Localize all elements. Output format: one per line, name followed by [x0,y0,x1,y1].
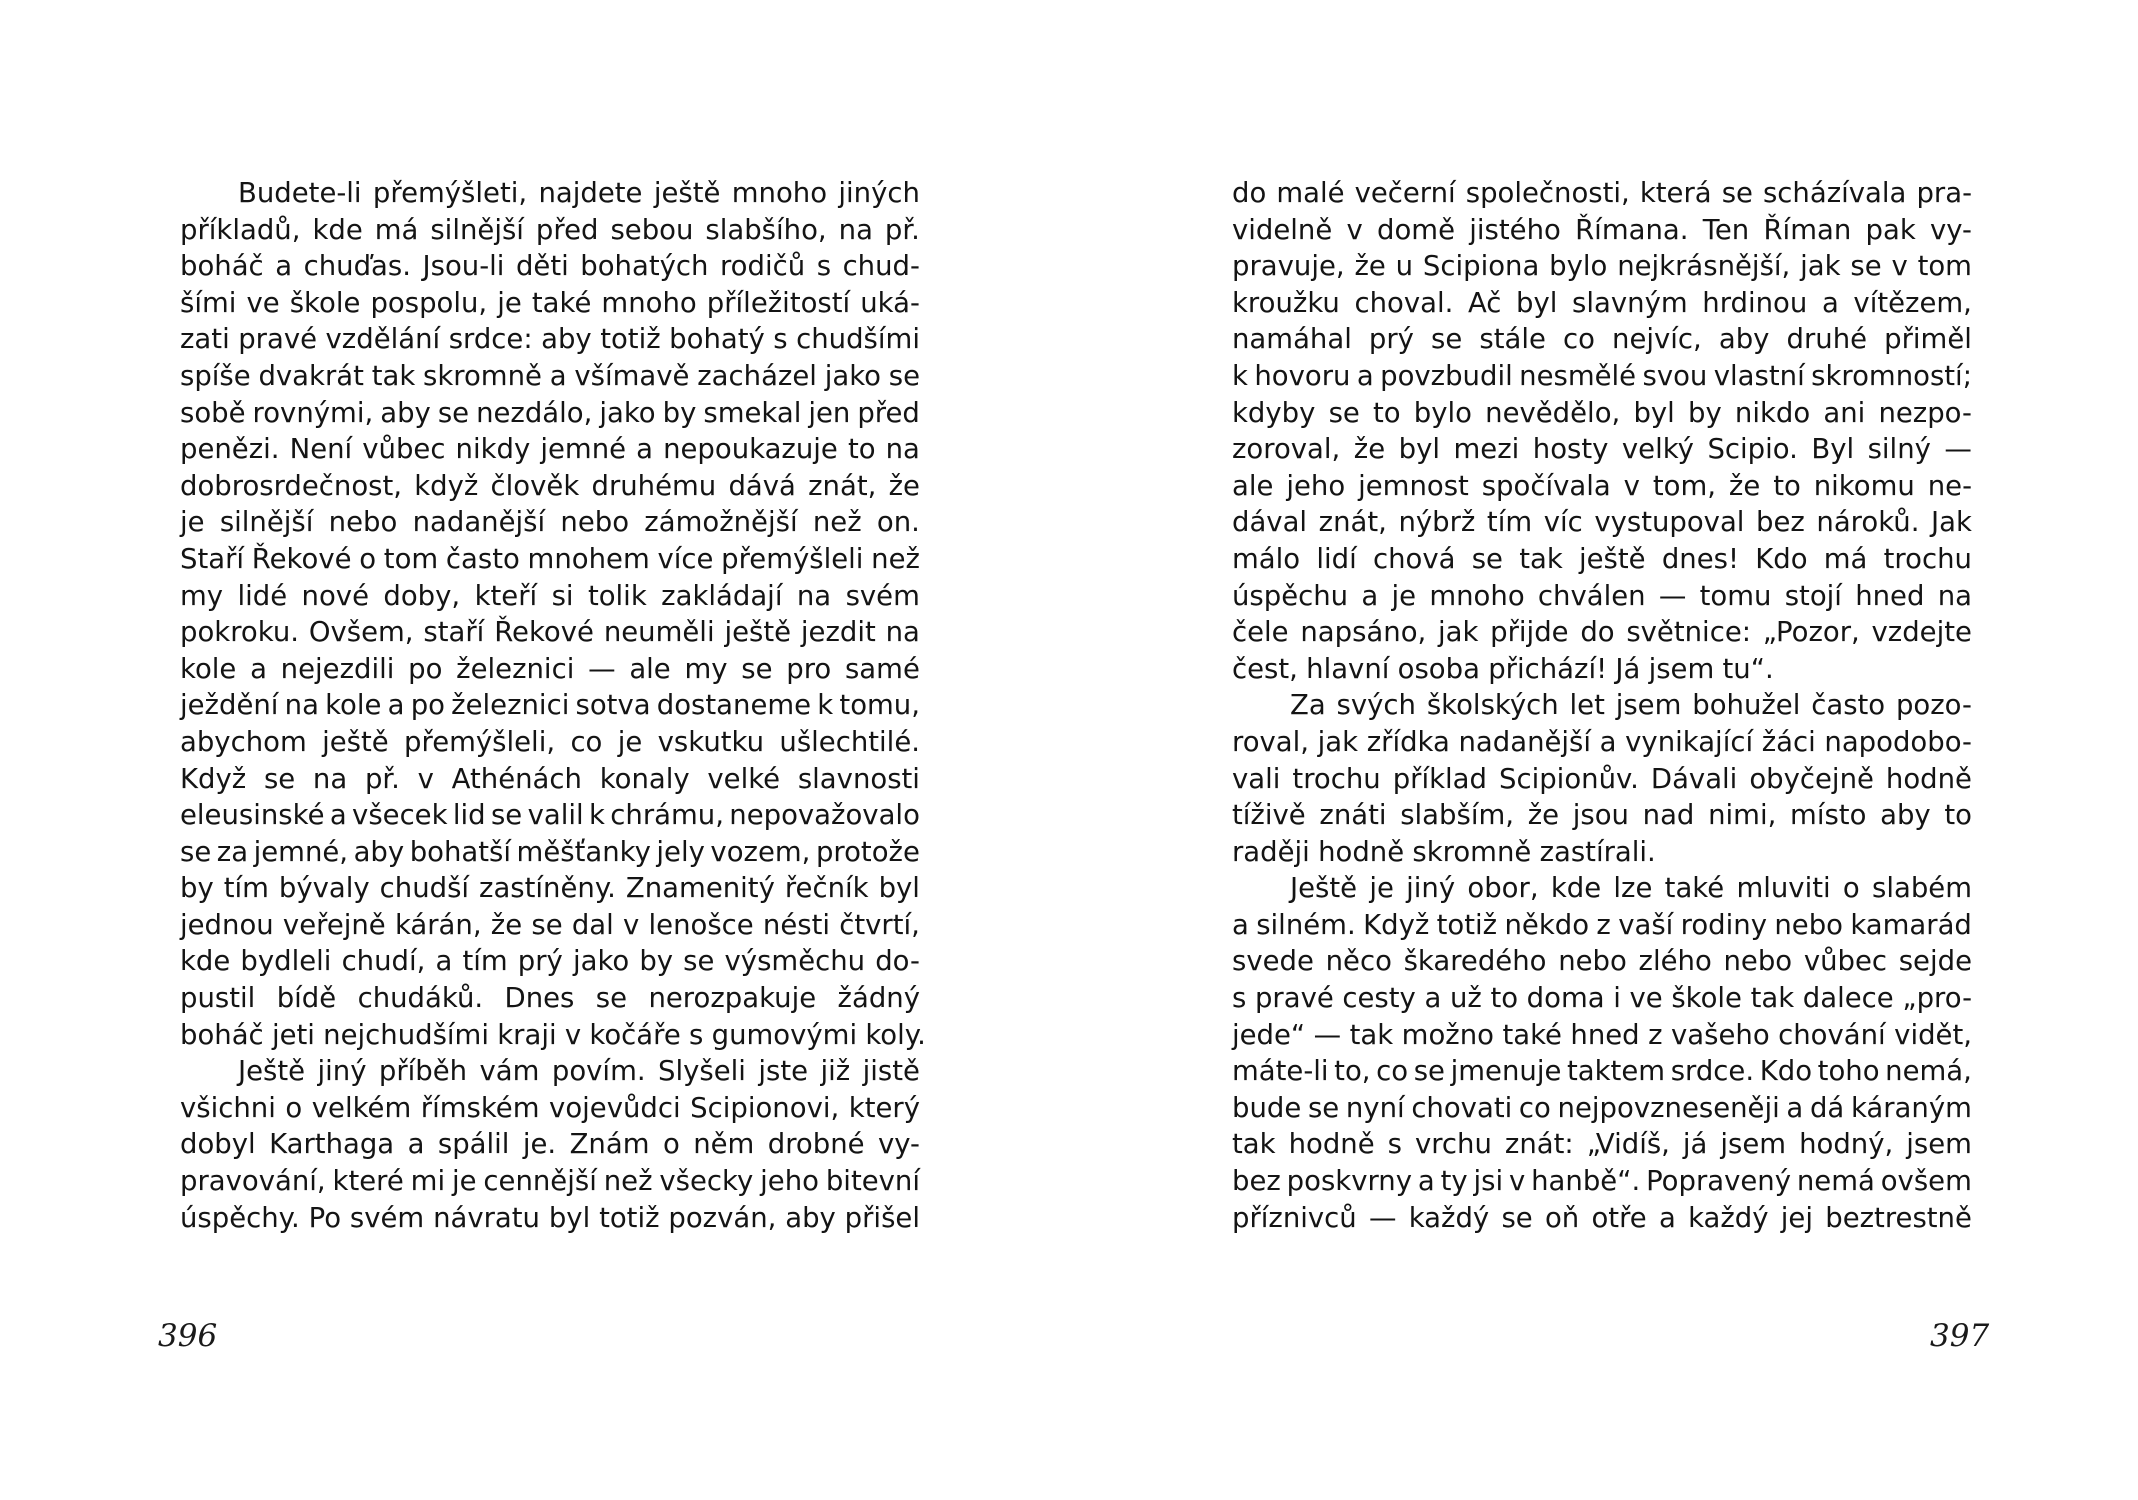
text-line: vali trochu příklad Scipionův. Dávali obyčejně hodně [1232,762,1972,795]
text-line: namáhal prý se stále co nejvíc, aby druhé přiměl [1232,323,1972,356]
text-line: je silnější nebo nadanější nebo zámožnější než on. [180,506,920,539]
left-page [180,175,926,1236]
text-line: ale jeho jemnost spočívala v tom, že to nikomu ne- [1232,469,1972,502]
text-line: máte-li to, co se jmenuje taktem srdce. Kdo toho nemá, [1232,1055,1972,1088]
text-line: Staří Řekové o tom často mnohem více přemýšleli než [180,542,920,575]
text-line: Ještě je jiný obor, kde lze také mluviti o slabém [1290,872,1972,905]
text-line: pustil bídě chudáků. Dnes se nerozpakuje žádný [180,982,920,1015]
text-line: úspěchu a je mnoho chválen — tomu stojí hned na [1232,579,1972,612]
text-line: zoroval, že byl mezi hosty velký Scipio. Byl silný — [1232,433,1972,466]
text-line: raději hodně skromně zastírali. [1232,835,1656,868]
right-page [1232,175,1972,1236]
text-line: pravuje, že u Scipiona bylo nejkrásnější, jak se v tom [1232,250,1972,283]
left-page-number: 396 [158,1318,218,1354]
text-line: čest, hlavní osoba přichází! Já jsem tu“. [1232,652,1774,685]
text-line: kole a nejezdili po železnici — ale my se pro samé [180,652,920,685]
text-line: my lidé nové doby, kteří si tolik zakládají na svém [180,579,920,612]
text-line: bude se nyní chovati co nejpovzneseněji a dá káraným [1232,1091,1972,1124]
text-line: pravování, které mi je cennější než všecky jeho bitevní [180,1165,920,1198]
text-line: se za jemné, aby bohatší měšťanky jely vozem, protože [180,835,920,868]
text-line: dobrosrdečnost, když člověk druhému dává znát, že [180,469,920,502]
text-line: sobě rovnými, aby se nezdálo, jako by smekal jen před [180,396,920,429]
text-line: všichni o velkém římském vojevůdci Scipionovi, který [180,1091,920,1124]
text-line: čele napsáno, jak přijde do světnice: „Pozor, vzdejte [1232,616,1972,649]
text-line: eleusinské a všecek lid se valil k chrámu, nepovažovalo [180,799,920,832]
text-line: videlně v domě jistého Římana. Ten Říman pak vy- [1232,213,1972,246]
text-line: a silném. Když totiž někdo z vaší rodiny nebo kamarád [1232,908,1972,941]
text-line: boháč jeti nejchudšími kraji v kočáře s gumovými koly. [180,1018,926,1051]
text-line: Budete-li přemýšleti, najdete ještě mnoho jiných [238,177,920,209]
text-line: bez poskvrny a ty jsi v hanbě“. Popravený nemá ovšem [1232,1165,1972,1198]
text-line: svede něco škaredého nebo zlého nebo vůbec sejde [1232,945,1972,978]
text-line: k hovoru a povzbudil nesmělé svou vlastní skromností; [1232,359,1972,392]
text-line: Za svých školských let jsem bohužel často pozo- [1290,689,1972,722]
text-line: kroužku choval. Ač byl slavným hrdinou a vítězem, [1232,286,1972,319]
text-line: jednou veřejně kárán, že se dal v lenošce nésti čtvrtí, [180,908,920,941]
text-line: ježdění na kole a po železnici sotva dostaneme k tomu, [180,689,920,722]
right-page-number: 397 [1930,1318,1990,1354]
text-line: Když se na př. v Athénách konaly velké slavnosti [180,762,920,795]
text-line: málo lidí chová se tak ještě dnes! Kdo má trochu [1232,542,1972,575]
text-line: úspěchy. Po svém návratu byl totiž pozván, aby přišel [180,1201,920,1234]
text-line: penězi. Není vůbec nikdy jemné a nepoukazuje to na [180,433,920,466]
text-line: by tím bývaly chudší zastíněny. Znamenitý řečník byl [180,872,920,905]
text-line: s pravé cesty a už to doma i ve škole tak dalece „pro- [1232,982,1972,1015]
text-line: boháč a chuďas. Jsou-li děti bohatých rodičů s chud- [180,250,920,283]
text-line: kdyby se to bylo nevědělo, byl by nikdo ani nezpo- [1232,396,1972,429]
text-line: abychom ještě přemýšleli, co je vskutku ušlechtilé. [180,725,920,758]
text-line: dával znát, nýbrž tím víc vystupoval bez nároků. Jak [1232,506,1972,539]
text-line: pokroku. Ovšem, staří Řekové neuměli ještě jezdit na [180,616,920,649]
text-line: příkladů, kde má silnější před sebou slabšího, na př. [180,213,920,246]
left-page-text [180,175,926,1236]
text-line: Ještě jiný příběh vám povím. Slyšeli jste již jistě [238,1055,920,1088]
right-page-text [1232,175,1972,1236]
text-line: jede“ — tak možno také hned z vašeho chování vidět, [1232,1018,1972,1051]
text-line: příznivců — každý se oň otře a každý jej beztrestně [1232,1201,1972,1234]
text-line: kde bydleli chudí, a tím prý jako by se výsměchu do- [180,945,920,978]
text-line: spíše dvakrát tak skromně a všímavě zacházel jako se [180,359,920,392]
text-line: tíživě znáti slabším, že jsou nad nimi, místo aby to [1232,799,1972,832]
text-line: dobyl Karthaga a spálil je. Znám o něm drobné vy- [180,1128,920,1161]
text-line: zati pravé vzdělání srdce: aby totiž bohatý s chudšími [180,323,920,356]
text-line: šími ve škole pospolu, je také mnoho příležitostí uká- [180,286,920,319]
text-line: tak hodně s vrchu znát: „Vidíš, já jsem hodný, jsem [1232,1128,1972,1161]
text-line: do malé večerní společnosti, která se scházívala pra- [1232,177,1972,209]
text-line: roval, jak zřídka nadanější a vynikající žáci napodobo- [1232,725,1972,758]
